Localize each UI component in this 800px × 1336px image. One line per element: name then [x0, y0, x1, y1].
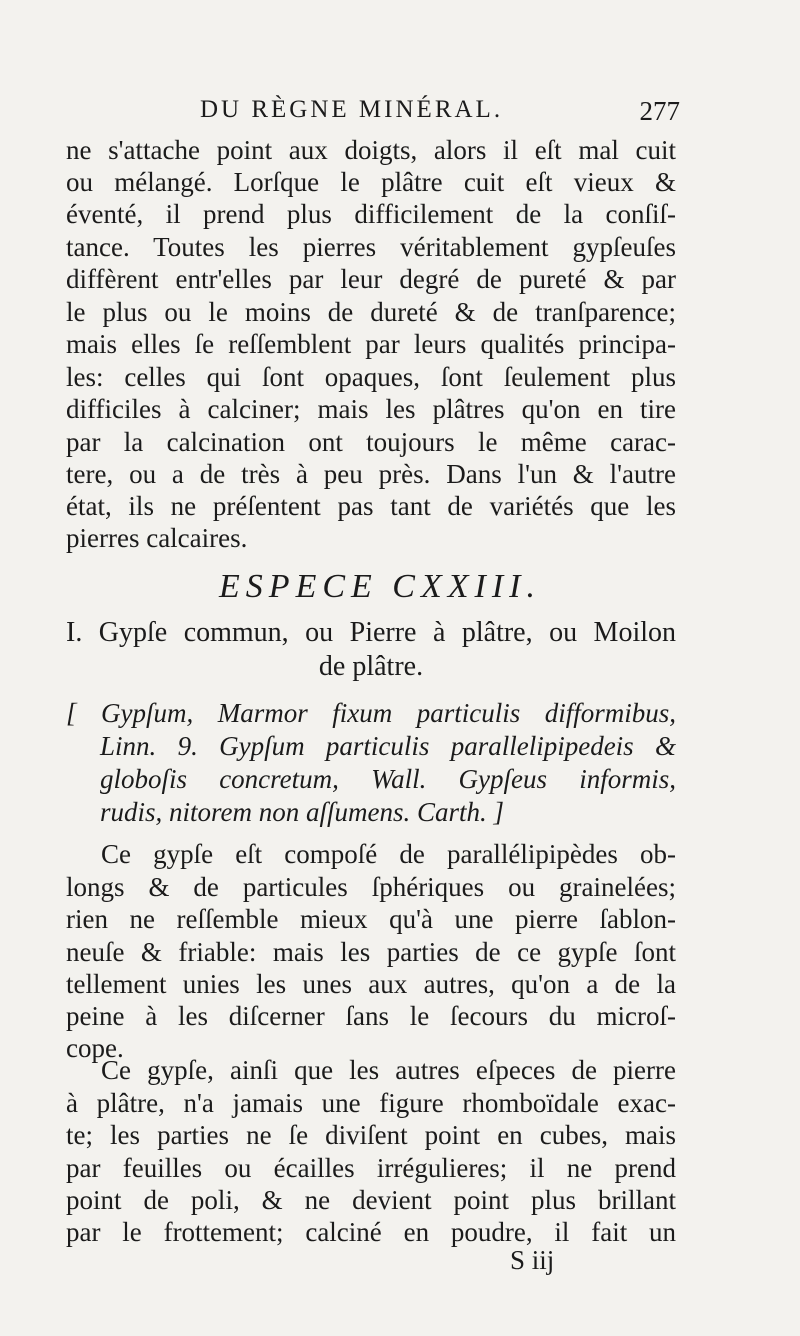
- running-head: DU RÈGNE MINÉRAL.: [200, 96, 504, 123]
- text-line: à plâtre, n'a jamais une figure rhomboïdale exac-: [66, 1088, 676, 1118]
- text-line: difficiles à calciner; mais les plâtres qu'on en tire: [66, 394, 676, 424]
- page-header: [200, 96, 680, 130]
- item-title-continuation: de plâtre.: [318, 651, 424, 682]
- text-line: par le frottement; calciné en poudre, il fait un: [66, 1217, 676, 1247]
- synonym-line: Linn. 9. Gypſum particulis parallelipipedeis &: [100, 731, 676, 761]
- text-line: rien ne reſſemble mieux qu'à une pierre ſablon-: [66, 904, 676, 934]
- text-line: cope.: [66, 1033, 124, 1063]
- text-line: peine à les diſcerner ſans le ſecours du microſ-: [66, 1001, 676, 1031]
- text-line: diffèrent entr'elles par leur degré de pureté & par: [66, 264, 676, 294]
- text-line: par la calcination ont toujours le même carac-: [66, 427, 676, 457]
- text-line: point de poli, & ne devient point plus brillant: [66, 1185, 676, 1215]
- text-line: ou mélangé. Lorſque le plâtre cuit eſt vieux &: [66, 167, 676, 197]
- page-number: 277: [639, 96, 680, 126]
- text-line: neuſe & friable: mais les parties de ce gypſe ſont: [66, 937, 676, 967]
- text-line: Ce gypſe, ainſi que les autres eſpeces de pierre: [101, 1055, 676, 1085]
- text-line: état, ils ne préſentent pas tant de variétés que les: [66, 491, 676, 521]
- item-title: I. Gypſe commun, ou Pierre à plâtre, ou Moilon: [66, 617, 676, 648]
- text-line: les: celles qui ſont opaques, ſont ſeulement plus: [66, 362, 676, 392]
- signature-mark: S iij: [510, 1245, 555, 1275]
- synonym-line: globoſis concretum, Wall. Gypſeus informis,: [100, 764, 676, 794]
- text-line: tance. Toutes les pierres véritablement gypſeuſes: [66, 232, 676, 262]
- text-line: pierres calcaires.: [66, 523, 248, 553]
- text-line: te; les parties ne ſe diviſent point en cubes, mais: [66, 1120, 676, 1150]
- text-line: longs & de particules ſphériques ou grainelées;: [66, 872, 676, 902]
- synonym-line: [ Gypſum, Marmor fixum particulis difformibus,: [66, 698, 676, 728]
- text-line: tere, ou a de très à peu près. Dans l'un & l'autre: [66, 459, 676, 489]
- text-line: par feuilles ou écailles irrégulieres; il ne prend: [66, 1153, 676, 1183]
- text-line: le plus ou le moins de dureté & de tranſparence;: [66, 297, 676, 327]
- species-heading: ESPECE CXXIII.: [219, 568, 541, 605]
- text-line: Ce gypſe eſt compoſé de parallélipipèdes ob-: [101, 839, 676, 869]
- text-line: ne s'attache point aux doigts, alors il eſt mal cuit: [66, 135, 676, 165]
- text-line: tellement unies les unes aux autres, qu'on a de la: [66, 969, 676, 999]
- synonym-line: rudis, nitorem non aſſumens. Carth. ]: [100, 797, 505, 827]
- text-line: mais elles ſe reſſemblent par leurs qualités principa-: [66, 329, 676, 359]
- text-line: éventé, il prend plus difficilement de la conſiſ-: [66, 199, 676, 229]
